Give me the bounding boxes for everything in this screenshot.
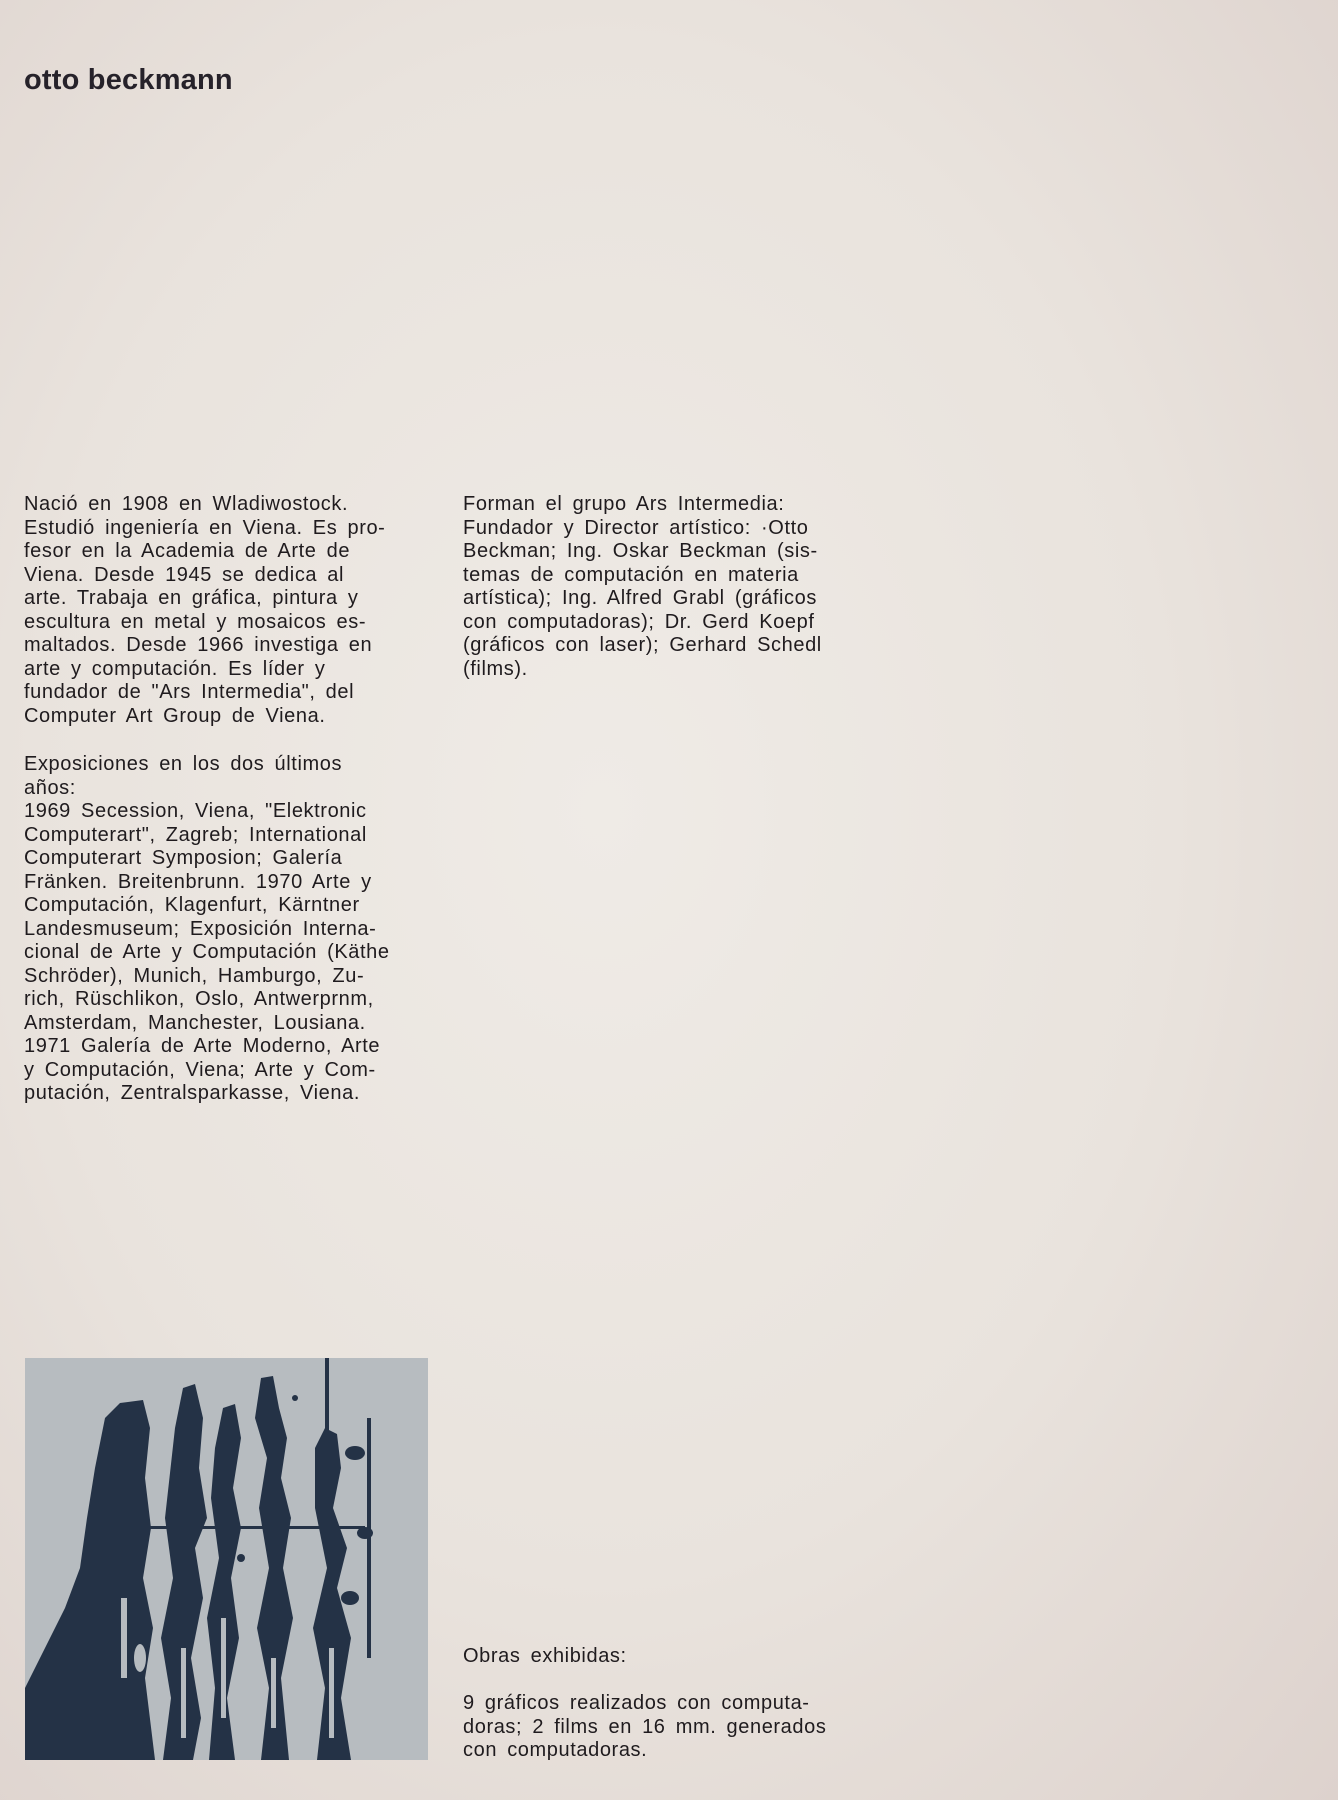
exhibitions-text: Exposiciones en los dos últimos años: 1969 Secession, Viena, "Elektronic Computerart", Zagreb; International Computerart Symposion; Galería Fränken. Breitenbrunn. 1970 Arte y Computación, Klagenfurt, Kärntner Landesmuseum; Exposición Interna- cional de Arte y Computación (Käthe Schröder), Munich, Hamburgo, Zu- rich, Rüschlikon, Oslo, Antwerprnm, Amsterdam, Manchester, Lousiana. 1971 Galería de Arte Moderno, Arte y Computación, Viena; Arte y Com- putación, Zentralsparkasse, Viena.	[24, 753, 390, 1104]
artist-name: otto beckmann	[24, 64, 233, 96]
computer-graphic-abstract-figure	[25, 1358, 428, 1760]
artwork-image	[25, 1358, 428, 1760]
group-members-text: Forman el grupo Ars Intermedia: Fundador y Director artístico: ·Otto Beckman; Ing. Oskar Beckman (sis- temas de computación en materia artística); Ing. Alfred Grabl (gráficos con computadoras); Dr. Gerd Koepf (gráficos con laser); Gerhard Schedl (films).	[463, 493, 822, 680]
works-exhibited-title: Obras exhibidas:	[463, 1645, 627, 1667]
biography-text: Nació en 1908 en Wladiwostock. Estudió ingeniería en Viena. Es pro- fesor en la Academia de Arte de Viena. Desde 1945 se dedica al arte. Trabaja en gráfica, pintura y escultura en metal y mosaicos es- maltados. Desde 1966 investiga en arte y computación. Es líder y fundador de "Ars Intermedia", del Computer Art Group de Viena.	[24, 493, 386, 727]
works-exhibited-text: 9 gráficos realizados con computa- doras; 2 films en 16 mm. generados con computadoras.	[463, 1692, 827, 1761]
